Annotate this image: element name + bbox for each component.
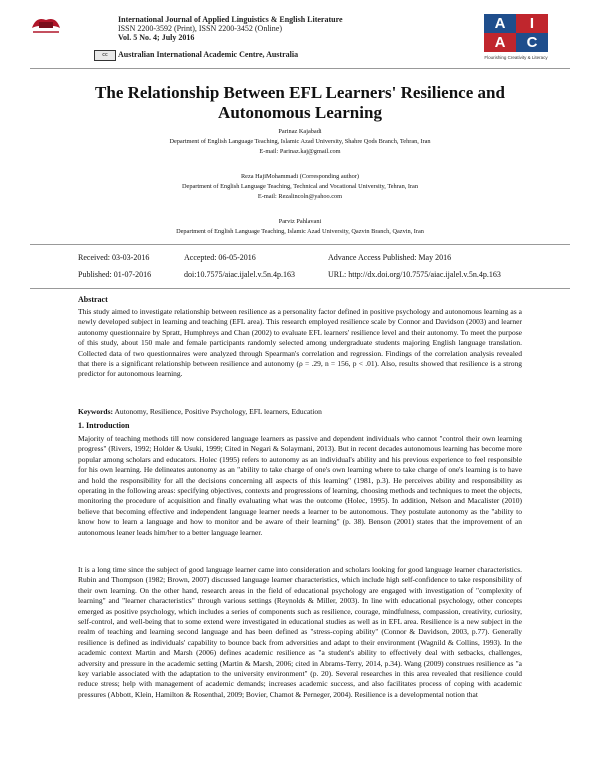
dates-top-divider bbox=[30, 244, 570, 245]
creative-commons-icon: cc bbox=[94, 50, 116, 61]
journal-logo-icon bbox=[30, 14, 62, 34]
intro-paragraph-2: It is a long time since the subject of good language learner came into consideration and scholars looking for good language learner characteristics. Rubin and Thompson (1982; Brown, 2007) discussed language learner characteristics, which include high self-confidence to take responsibility of their own learning. On the other hand, research areas in the field of educational psychology are engaged with investigation of "complexity of learning" and "learner characteristics" through various settings (Reynolds & Miller, 2003). In line with educational psychology, other concepts emerged as positive psychology, which includes a series of components such as resilience, courage, mindfulness, compassion, creativity, curiosity, self-control, and well-being that to some extend were investigated in educational studies as well as in EFL area. Resilience is a new subject in the realm of teaching and learning second language and has been defined as "stress-coping ability" (Connor & Davidson, 2003, p.77). Generally resilience is defined as individuals' capability to bounce back from adversities and adapt to their environment (Wagnild & Collins, 1993). In the academic context Martin and Marsh (2006) defines academic resilience as "a student's ability to effectively deal with setbacks, challenges, adversity and pressure in the academic setting (Martin & Marsh, 2006; cited in Abrams-Terry, 2014, p.34). Wang (2009) construes resilience as "a key variable associated with the adaptation to the university environment" (p. 20). Several researches in this area revealed that resilience could reduce stress; help with management of academic demands; increases academic success, and also facilitates process of coping with academic pressures (Abbott, Klein, Hamilton & Rosenthal, 2009; Bovier, Chamot & Perneger, 2004). Resilience is a developmental notion that bbox=[78, 565, 522, 699]
publisher: Australian International Academic Centre, Australia bbox=[118, 50, 299, 59]
author-1 bbox=[40, 127, 560, 157]
author-name: Parviz Pahlavani bbox=[278, 218, 322, 225]
abstract-heading: Abstract bbox=[78, 295, 108, 304]
header-divider bbox=[30, 68, 570, 69]
keywords bbox=[78, 407, 522, 417]
dates-bottom-divider bbox=[30, 288, 570, 289]
author-email: E-mail: Rezalincoln@yahoo.com bbox=[257, 193, 343, 200]
volume-info: Vol. 5 No. 4; July 2016 bbox=[118, 33, 195, 42]
advance-access-date: Advance Access Published: May 2016 bbox=[328, 253, 452, 262]
accepted-date: Accepted: 06-05-2016 bbox=[184, 253, 256, 262]
keywords-list: Autonomy, Resilience, Positive Psychology, EFL learners, Education bbox=[114, 407, 322, 416]
abstract-text: This study aimed to investigate relationship between resilience as a personality factor defined in positive psychology and autonomous learning as a newly developed subject in learning and teaching (EFL area). This research employed resilience scale by Connor and Davidson (2003) and learner autonomy questionnaire by Spratt, Humphreys and Chan (2002) to evaluate EFL learners' resilience level and their autonomy. To meet the purpose of this study, about 150 male and female participants randomly selected among undergraduate students majoring English language translation. Collected data of two questionnaires were analyzed through Spearman's correlation and regression. Findings of the correlation analysis revealed that there is a significant relationship between resilience and autonomy (ρ = .29, n = 156, p < .01). Also, results showed that resilience is a strong predictor for autonomous learning. bbox=[78, 307, 522, 379]
issn: ISSN 2200-3592 (Print), ISSN 2200-3452 (Online) bbox=[118, 24, 282, 33]
aiac-letter-a2: A bbox=[484, 33, 516, 52]
aiac-letter-a1: A bbox=[484, 14, 516, 33]
intro-paragraph-1: Majority of teaching methods till now considered language learners as passive and dependent individuals who cannot "control their own learning progress" (Rivers, 1992; Holder & Usuki, 1999; Cited in Negari & Solaymani, 2013). But in recent decades autonomous learning has become more popular among scholars and educators. Holec (1995) refers to autonomy as an individual's ability and his previous experience to feel responsible for his own learning. He delineates autonomy as an "ability to take charge of one's own learning where to take charge of one's learning is to have and hold the responsibility for all the decisions concerning all aspects of this learning" (1981, p.3). He perceives ability and responsibility as operating in the following areas: specifying objectives, contexts and progressions of learning, choosing methods and techniques to meet the objects, monitoring the procedure of acquisition and finally evaluating what was the outcome (Holec, 1995). In addition, Nelson and Macalister (2010) believe that becoming effective and independent language learner needs a learner to be autonomous. They postulate autonomy as the "ability to know how to learn a language and how to monitor and be aware of their learning" (p. 38). Benson (2001) states that the improvement of an autonomous leaner leads him/her to a better language learner. bbox=[78, 434, 522, 537]
journal-name: International Journal of Applied Linguistics & English Literature bbox=[118, 15, 343, 24]
received-date: Received: 03-03-2016 bbox=[78, 253, 150, 262]
author-name: Reza HajiMohammadi (Corresponding author) bbox=[240, 173, 360, 180]
keywords-label: Keywords: bbox=[78, 407, 113, 416]
paper-title: The Relationship Between EFL Learners' Resilience and Autonomous Learning bbox=[95, 83, 505, 122]
author-affiliation: Department of English Language Teaching, Islamic Azad University, Qazvin Branch, Qazvin, Iran bbox=[176, 228, 424, 235]
author-2 bbox=[40, 172, 560, 202]
aiac-letter-i: I bbox=[516, 14, 548, 33]
published-date: Published: 01-07-2016 bbox=[78, 270, 152, 279]
author-affiliation: Department of English Language Teaching, Islamic Azad University, Shahre Qods Branch, Tehran, Iran bbox=[169, 138, 431, 145]
aiac-tagline: Flourishing Creativity & Literacy bbox=[484, 55, 548, 60]
aiac-logo bbox=[484, 14, 548, 60]
author-3 bbox=[40, 217, 560, 237]
author-affiliation: Department of English Language Teaching, Technical and Vocational University, Tehran, Iran bbox=[181, 183, 419, 190]
section-heading-introduction: 1. Introduction bbox=[78, 421, 130, 430]
author-email: E-mail: Parinaz.kaj@gmail.com bbox=[259, 148, 341, 155]
author-name: Parinaz Kajabadi bbox=[278, 128, 322, 135]
article-url[interactable]: URL: http://dx.doi.org/10.7575/aiac.ijalel.v.5n.4p.163 bbox=[328, 270, 501, 279]
doi[interactable]: doi:10.7575/aiac.ijalel.v.5n.4p.163 bbox=[184, 270, 296, 279]
aiac-letter-c: C bbox=[516, 33, 548, 52]
